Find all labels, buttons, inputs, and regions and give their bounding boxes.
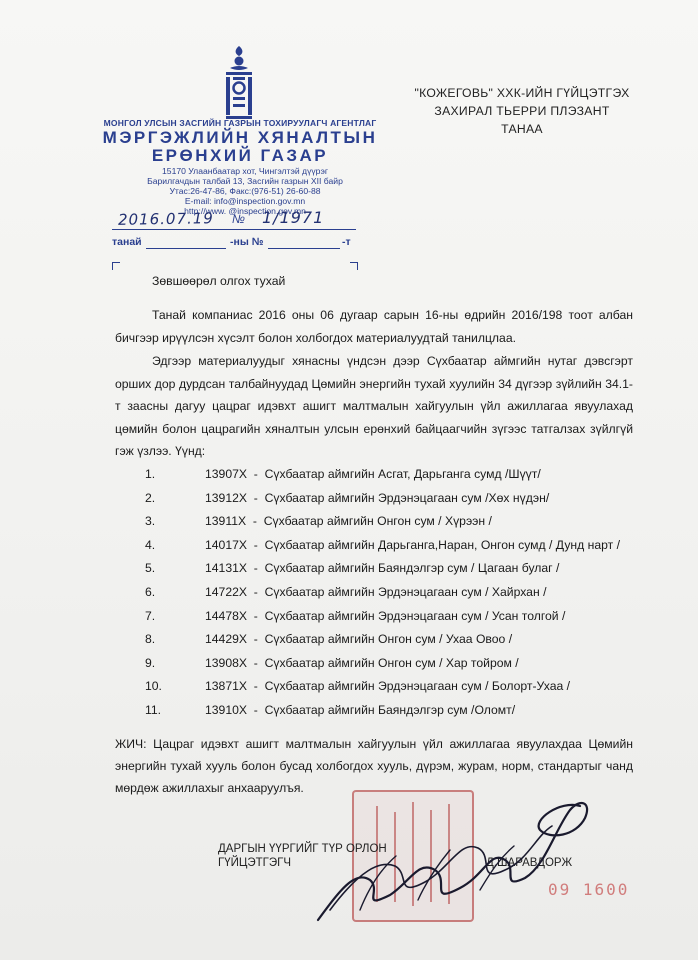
license-list-item [145,609,565,623]
subject-corner-mark [112,262,120,270]
license-item-text: 13908X - Сүхбаатар аймгийн Онгон сум / Хар тойром / [205,655,519,670]
addressee-line: "КОЖЕГОВЬ" ХХК-ИЙН ГҮЙЦЭТГЭХ [414,86,630,100]
agency-name-line1: МЭРГЭЖЛИЙН ХЯНАЛТЫН [102,128,378,147]
license-item-number: 11. [145,703,162,717]
license-item-number: 4. [145,537,156,552]
license-item-text: 13910X - Сүхбаатар аймгийн Баяндэлгэр сум /Оломт/ [205,703,516,717]
license-item-number: 1. [145,467,156,481]
signer-title-line2: ГҮЙЦЭТГЭГЧ [218,857,292,869]
license-list-item [145,679,570,693]
license-item-number: 5. [145,561,156,576]
reply-to-date-rule [146,248,226,249]
addressee-line: ЗАХИРАЛ ТЬЕРРИ ПЛЭЗАНТ [434,104,610,118]
license-item-text: 13911X - Сүхбаатар аймгийн Онгон сум / Хүрээн / [205,514,492,529]
agency-parent-name: МОНГОЛ УЛСЫН ЗАСГИЙН ГАЗРЫН ТОХИРУУЛАГЧ АГЕНТЛАГ [103,118,377,128]
license-list-item [145,585,546,599]
reply-to-number-label: -ны № [230,236,264,248]
letter-date: 2016.07.19 [117,209,215,229]
agency-address-line: Барилгачдын талбай 13, Засгийн газрын XII байр [147,176,343,186]
state-emblem-icon [222,44,256,122]
license-item-number: 9. [145,655,156,670]
agency-address-line: 15170 Улаанбаатар хот, Чингэлтэй дүүрэг [162,166,328,176]
signer-name: Д.ШАРАВДОРЖ [486,857,573,869]
signer-title-line1: ДАРГЫН ҮҮРГИЙГ ТҮР ОРЛОН [218,843,387,855]
handwritten-signature [300,770,610,930]
letter-subject: Зөвшөөрөл олгох тухай [152,274,286,288]
reply-to-label: танай [112,236,142,248]
license-list-item [145,561,559,575]
body-paragraph: Танай компаниас 2016 оны 06 дугаар сарын 16-ны өдрийн 2016/198 тоот албан бичгээр ирүүлсэн хүсэлт болон холбогдох материалуудтай танилцлаа. [115,308,633,345]
license-item-text: 14722X - Сүхбаатар аймгийн Эрдэнэцагаан сум / Хайрхан / [205,585,547,599]
license-item-text: 14017X - Сүхбаатар аймгийн Дарьганга,Наран, Онгон сумд / Дунд нарт / [205,537,621,552]
license-item-text: 14478X - Сүхбаатар аймгийн Эрдэнэцагаан сум / Усан толгой / [205,608,566,623]
license-list-item [145,703,515,717]
stamp-number: 09 1600 [548,880,630,899]
note-paragraph: ЖИЧ: Цацраг идэвхт ашигт малтмалын хайгуулын үйл ажиллагаа явуулахдаа Цөмийн энергийн тухай хууль болон бусад холбогдох хууль, дүрэм, журам, норм, стандартыг чанд мөрдөж ажиллахыг анхааруулъя. [115,737,633,795]
number-label: № [232,212,245,226]
license-list-item [145,467,541,481]
letter-number: 1/1971 [262,208,325,227]
license-item-text: 14429X - Сүхбаатар аймгийн Онгон сум / Ухаа Овоо / [205,632,513,647]
license-list-item [145,538,620,552]
license-item-text: 14131X - Сүхбаатар аймгийн Баяндэлгэр сум / Цагаан булаг / [205,561,560,576]
body-paragraph: Эдгээр материалуудыг хянасны үндсэн дээр Сүхбаатар аймгийн нутаг дэвсгэрт орших дор дурдсан талбайнуудад Цөмийн энергийн тухай хуулийн 34 дүгээр зүйлийн 34.1-т заасны дагуу цацраг идэвхт ашигт малтмалын хайгуулын үйл ажиллагаа явуулахад цөмийн болон цацрагийн хяналтын улсын ерөнхий байцаагчийн зүгээс татгалзах зүйлгүй гэж үзлээ. Үүнд: [115,354,633,458]
license-list-item [145,491,549,505]
license-item-number: 8. [145,632,156,647]
license-item-number: 6. [145,585,156,599]
reply-to-suffix: -т [342,236,351,248]
license-item-text: 13907X - Сүхбаатар аймгийн Асгат, Дарьганга сумд /Шүүт/ [205,467,541,481]
license-item-number: 3. [145,514,156,529]
agency-phone-fax: Утас:26-47-86, Факс:(976-51) 26-60-88 [169,186,321,196]
license-item-number: 10. [145,679,162,694]
license-list-item [145,656,519,670]
agency-email: E-mail: info@inspection.gov.mn [184,196,306,206]
license-list-item [145,632,512,646]
agency-name-line2: ЕРӨНХИЙ ГАЗАР [151,146,329,165]
reply-to-number-rule [268,248,340,249]
subject-corner-mark [350,262,358,270]
license-item-number: 2. [145,490,156,505]
license-list-item [145,514,492,528]
license-item-number: 7. [145,608,156,623]
date-number-rule [112,229,356,230]
license-item-text: 13912X - Сүхбаатар аймгийн Эрдэнэцагаан сум /Хөх нүдэн/ [205,490,550,505]
license-item-text: 13871X - Сүхбаатар аймгийн Эрдэнэцагаан сум / Болорт-Ухаа / [205,679,571,694]
agency-website: http://www. @inspection.gov.mn [184,206,306,216]
addressee-line: ТАНАА [501,122,543,136]
